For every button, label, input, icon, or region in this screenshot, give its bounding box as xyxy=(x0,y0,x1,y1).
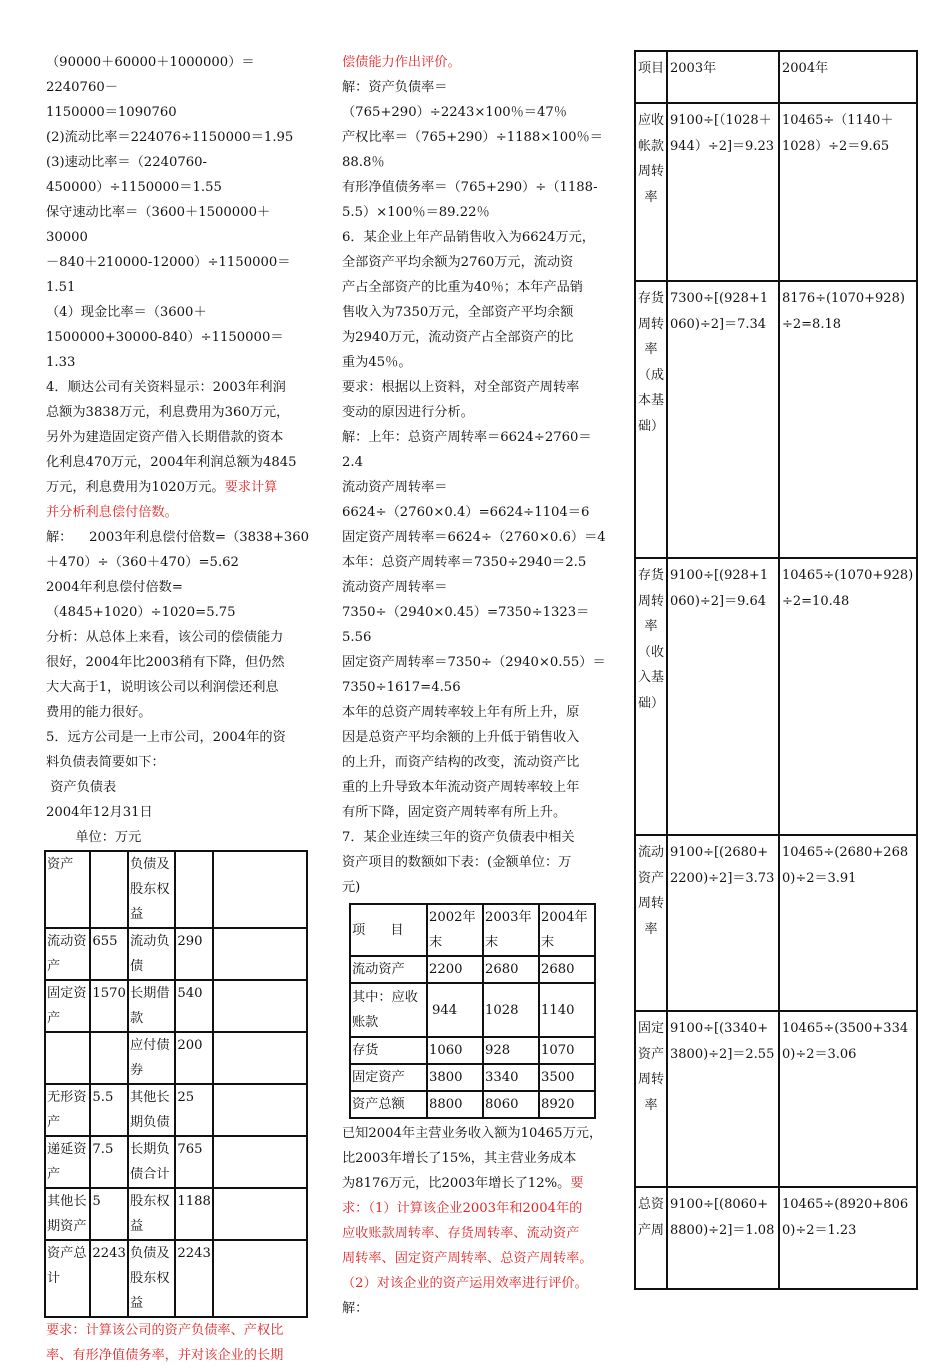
table-cell: 540 xyxy=(175,980,213,1032)
text-line: 450000）÷1150000＝1.55 xyxy=(46,180,222,195)
table-cell: 递延资产 xyxy=(45,1136,90,1188)
table-row xyxy=(635,835,917,1011)
table-cell xyxy=(213,1136,307,1188)
table-cell: 1060 xyxy=(427,1037,483,1064)
table-cell: 1140 xyxy=(539,983,595,1037)
text-line: 7350÷1617=4.56 xyxy=(342,680,461,695)
text-line: 解： 2003年利息偿付倍数=（3838+360 xyxy=(46,530,310,545)
table-cell: 2680 xyxy=(483,956,539,983)
table-cell: 655 xyxy=(90,928,128,980)
table-cell: 2243 xyxy=(175,1240,213,1317)
text-line: 7350÷（2940×0.45）=7350÷1323＝5.56 xyxy=(342,605,590,645)
table-row xyxy=(45,1032,307,1084)
table-cell xyxy=(213,1032,307,1084)
table-header: 2002年末 xyxy=(427,904,483,956)
table-cell xyxy=(45,1032,90,1084)
table-cell: 10465÷(1070+928)÷2=10.48 xyxy=(779,558,917,835)
text-line: 已知2004年主营业务收入额为10465万元， xyxy=(342,1126,603,1141)
text-line: 费用的能力很好。 xyxy=(46,705,152,720)
question-6-text: 6．某企业上年产品销售收入为6624万元， xyxy=(342,230,595,245)
text-line: （765+290）÷2243×100％＝47％ xyxy=(342,105,567,120)
table-row xyxy=(350,904,595,956)
text-line: 总额为3838万元，利息费用为360万元， xyxy=(46,405,290,420)
requirement-text: 偿债能力作出评价。 xyxy=(342,55,461,70)
table-cell: 其中：应收账款 xyxy=(350,983,427,1037)
table-cell: 10465÷(3500+3340)÷2＝3.06 xyxy=(779,1011,917,1187)
requirement-text: 要求：计算该公司的资产负债率、产权比 xyxy=(46,1323,284,1338)
text-line: 有所下降，固定资产周转率有所上升。 xyxy=(342,805,567,820)
text-line: （4845+1020）÷1020=5.75 xyxy=(46,605,236,620)
table-cell: 8060 xyxy=(483,1091,539,1118)
table-cell xyxy=(213,980,307,1032)
table-cell: 9100÷[(8060+8800)÷2]＝1.08 xyxy=(667,1187,779,1289)
table-row xyxy=(350,1091,595,1118)
text-line: 88.8％ xyxy=(342,155,385,170)
text-line: 变动的原因进行分析。 xyxy=(342,405,474,420)
table-cell: 3340 xyxy=(483,1064,539,1091)
table-row xyxy=(635,558,917,835)
text-line: 元) xyxy=(342,880,361,895)
table-cell: 5 xyxy=(90,1188,128,1240)
table-row xyxy=(350,1037,595,1064)
text-line: 另外为建造固定资产借入长期借款的资本 xyxy=(46,430,284,445)
table-cell xyxy=(175,851,213,928)
table-row xyxy=(635,281,917,558)
text-line: 为2940万元，流动资产占全部资产的比 xyxy=(342,330,574,345)
table-cell: 8920 xyxy=(539,1091,595,1118)
text-line: 有形净值债务率＝（765+290）÷（1188- xyxy=(342,180,598,195)
table-cell: 流动负债 xyxy=(128,928,175,980)
table-cell: 固定资产 xyxy=(350,1064,427,1091)
requirement-text: 并分析利息偿付倍数。 xyxy=(46,505,178,520)
requirement-text: （2）对该企业的资产运用效率进行评价。 xyxy=(342,1276,588,1291)
table-cell: 2243 xyxy=(90,1240,128,1317)
table-cell xyxy=(213,1084,307,1136)
table-row xyxy=(45,1136,307,1188)
text-line: 固定资产周转率＝7350÷（2940×0.55）＝ xyxy=(342,655,606,670)
text-line: （4）现金比率＝（3600＋ xyxy=(46,305,207,320)
table-cell: 3800 xyxy=(427,1064,483,1091)
table-cell xyxy=(213,1240,307,1317)
table-cell: 7.5 xyxy=(90,1136,128,1188)
table-cell: 存货 xyxy=(350,1037,427,1064)
text-line: 料负债表简要如下： xyxy=(46,755,165,770)
text-line: 2.4 xyxy=(342,455,363,470)
question-4-text: 4．顺达公司有关资料显示：2003年利润 xyxy=(46,380,286,395)
table-cell: 7300÷[(928+1060)÷2]＝7.34 xyxy=(667,281,779,558)
text-line: 要求：根据以上资料，对全部资产周转率 xyxy=(342,380,580,395)
table-cell: 总资产周 xyxy=(635,1187,667,1289)
table-cell: 8800 xyxy=(427,1091,483,1118)
table-cell: 9100÷[(928+1060)÷2]＝9.64 xyxy=(667,558,779,835)
text-line: 本年：总资产周转率＝7350÷2940＝2.5 xyxy=(342,555,587,570)
table-cell: 资产 xyxy=(45,851,90,928)
table-title: 资产负债表 xyxy=(46,780,117,795)
table-cell: 流动资产 xyxy=(45,928,90,980)
table-row xyxy=(45,1084,307,1136)
text-line: 产占全部资产的比重为40％；本年产品销 xyxy=(342,280,583,295)
table-cell: 290 xyxy=(175,928,213,980)
table-cell: 8176÷(1070+928)÷2=8.18 xyxy=(779,281,917,558)
text-line: 很好，2004年比2003稍有下降，但仍然 xyxy=(46,655,285,670)
text-line: ＋470）÷（360＋470）=5.62 xyxy=(46,555,239,570)
table-cell: 无形资产 xyxy=(45,1084,90,1136)
requirement-text: 周转率、固定资产周转率、总资产周转率。 xyxy=(342,1251,593,1266)
text-line: 本年的总资产周转率较上年有所上升，原 xyxy=(342,705,580,720)
text-line: 产权比率＝（765+290）÷1188×100％＝ xyxy=(342,130,603,145)
table-cell: 其他长期负债 xyxy=(128,1084,175,1136)
requirement-text: 率、有形净值债务率，并对该企业的长期 xyxy=(46,1348,284,1363)
text-line: 2004年利息偿付倍数= xyxy=(46,580,183,595)
table-cell: 5.5 xyxy=(90,1084,128,1136)
asset-items-table xyxy=(349,903,596,1119)
table-row xyxy=(350,1064,595,1091)
column-middle xyxy=(342,50,610,1321)
table-unit: 单位：万元 xyxy=(46,830,142,845)
text-span: 为8176万元，比2003年增长了12%。 xyxy=(342,1176,571,1191)
table-cell: 长期负债合计 xyxy=(128,1136,175,1188)
table-header: 项 目 xyxy=(350,904,427,956)
table-cell: 1070 xyxy=(539,1037,595,1064)
text-line: (3)速动比率＝（2240760- xyxy=(46,155,207,170)
table-row xyxy=(635,51,917,103)
table-cell: 3500 xyxy=(539,1064,595,1091)
table-cell xyxy=(213,928,307,980)
table-row xyxy=(350,983,595,1037)
table-row xyxy=(635,1187,917,1289)
text-line: 解： xyxy=(342,1301,369,1316)
text-line: 售收入为7350万元，全部资产平均余额 xyxy=(342,305,574,320)
text-line xyxy=(342,1171,610,1196)
table-row xyxy=(635,103,917,281)
text-line: 流动资产周转率＝ xyxy=(342,580,448,595)
text-line: 重为45％。 xyxy=(342,355,412,370)
table-row xyxy=(45,980,307,1032)
table-cell: 9100÷[(2680+2200)÷2]＝3.73 xyxy=(667,835,779,1011)
table-row xyxy=(45,928,307,980)
table-row xyxy=(45,1240,307,1317)
column-left xyxy=(46,50,308,1368)
table-cell: 928 xyxy=(483,1037,539,1064)
table-header: 2004年末 xyxy=(539,904,595,956)
table-cell: 9100÷[（1028＋944）÷2]＝9.23 xyxy=(667,103,779,281)
table-date: 2004年12月31日 xyxy=(46,805,153,820)
turnover-ratio-table xyxy=(634,50,918,1290)
table-row xyxy=(45,851,307,928)
table-cell: 2200 xyxy=(427,956,483,983)
table-cell: 存货周转率（收入基础） xyxy=(635,558,667,835)
text-line: (2)流动比率＝224076÷1150000＝1.95 xyxy=(46,130,294,145)
table-cell: 负债及股东权益 xyxy=(128,851,175,928)
table-cell xyxy=(213,1188,307,1240)
table-cell: 765 xyxy=(175,1136,213,1188)
requirement-text: 要求计算 xyxy=(224,480,278,495)
table-cell: 存货周转率（成本基础） xyxy=(635,281,667,558)
text-line: 解：上年：总资产周转率＝6624÷2760＝ xyxy=(342,430,592,445)
table-cell: 固定资产周转率 xyxy=(635,1011,667,1187)
table-cell: 其他长期资产 xyxy=(45,1188,90,1240)
table-cell: 2680 xyxy=(539,956,595,983)
table-cell: 200 xyxy=(175,1032,213,1084)
text-line: 流动资产周转率＝ xyxy=(342,480,448,495)
text-line: 大大高于1，说明该公司以利润偿还利息 xyxy=(46,680,279,695)
table-cell: 944 xyxy=(427,983,483,1037)
table-cell: 1570 xyxy=(90,980,128,1032)
text-line: 化利息470万元，2004年利润总额为4845 xyxy=(46,455,297,470)
table-cell: 股东权益 xyxy=(128,1188,175,1240)
table-cell xyxy=(213,851,307,928)
text-line: 全部资产平均余额为2760万元，流动资 xyxy=(342,255,574,270)
text-span: 万元，利息费用为1020万元。 xyxy=(46,480,225,495)
requirement-text: 要 xyxy=(570,1176,584,1191)
text-line: 资产项目的数额如下表：(金额单位：万 xyxy=(342,855,572,870)
text-line: （90000＋60000＋1000000）＝2240760－ xyxy=(46,55,255,95)
table-cell: 长期借款 xyxy=(128,980,175,1032)
balance-sheet-table xyxy=(44,850,308,1318)
table-cell: 流动资产 xyxy=(350,956,427,983)
table-cell xyxy=(90,851,128,928)
text-line: －840＋210000-12000）÷1150000＝1.51 xyxy=(46,255,291,295)
question-7-text: 7．某企业连续三年的资产负债表中相关 xyxy=(342,830,575,845)
table-row xyxy=(635,1011,917,1187)
text-line: 因是总资产平均余额的上升低于销售收入 xyxy=(342,730,580,745)
table-row xyxy=(45,1188,307,1240)
text-line: 重的上升导致本年流动资产周转率较上年 xyxy=(342,780,580,795)
text-line: 的上升，而资产结构的改变，流动资产比 xyxy=(342,755,580,770)
table-cell: 固定资产 xyxy=(45,980,90,1032)
text-line: 5.5）×100％＝89.22％ xyxy=(342,205,490,220)
table-cell: 资产总额 xyxy=(350,1091,427,1118)
table-cell: 应收帐款周转率 xyxy=(635,103,667,281)
text-line: 解：资产负债率＝ xyxy=(342,80,448,95)
text-line: 比2003年增长了15%，其主营业务成本 xyxy=(342,1151,577,1166)
text-line: 保守速动比率＝（3600＋1500000＋30000 xyxy=(46,205,271,245)
table-cell xyxy=(90,1032,128,1084)
requirement-text: 求：（1）计算该企业2003年和2004年的 xyxy=(342,1201,583,1216)
table-header: 2003年 xyxy=(667,51,779,103)
table-row xyxy=(350,956,595,983)
table-cell: 10465÷（1140＋1028）÷2＝9.65 xyxy=(779,103,917,281)
table-cell: 10465÷(2680+2680)÷2＝3.91 xyxy=(779,835,917,1011)
table-cell: 流动资产周转率 xyxy=(635,835,667,1011)
text-line: 1500000+30000-840）÷1150000＝1.33 xyxy=(46,330,284,370)
table-cell: 1188 xyxy=(175,1188,213,1240)
text-line: 6624÷（2760×0.4）=6624÷1104＝6 xyxy=(342,505,590,520)
table-cell: 9100÷[(3340+3800)÷2]＝2.55 xyxy=(667,1011,779,1187)
table-cell: 应付债券 xyxy=(128,1032,175,1084)
table-cell: 10465÷(8920+8060)÷2＝1.23 xyxy=(779,1187,917,1289)
text-line: 分析：从总体上来看，该公司的偿债能力 xyxy=(46,630,284,645)
text-line: 固定资产周转率＝6624÷（2760×0.6）＝4 xyxy=(342,530,606,545)
table-cell: 负债及股东权益 xyxy=(128,1240,175,1317)
question-5-text: 5．远方公司是一上市公司，2004年的资 xyxy=(46,730,286,745)
requirement-text: 应收账款周转率、存货周转率、流动资产 xyxy=(342,1226,580,1241)
table-header: 2003年末 xyxy=(483,904,539,956)
text-line xyxy=(46,475,308,500)
table-cell: 资产总计 xyxy=(45,1240,90,1317)
table-header: 2004年 xyxy=(779,51,917,103)
table-cell: 1028 xyxy=(483,983,539,1037)
table-header: 项目 xyxy=(635,51,667,103)
table-cell: 25 xyxy=(175,1084,213,1136)
text-line: 1150000＝1090760 xyxy=(46,105,177,120)
